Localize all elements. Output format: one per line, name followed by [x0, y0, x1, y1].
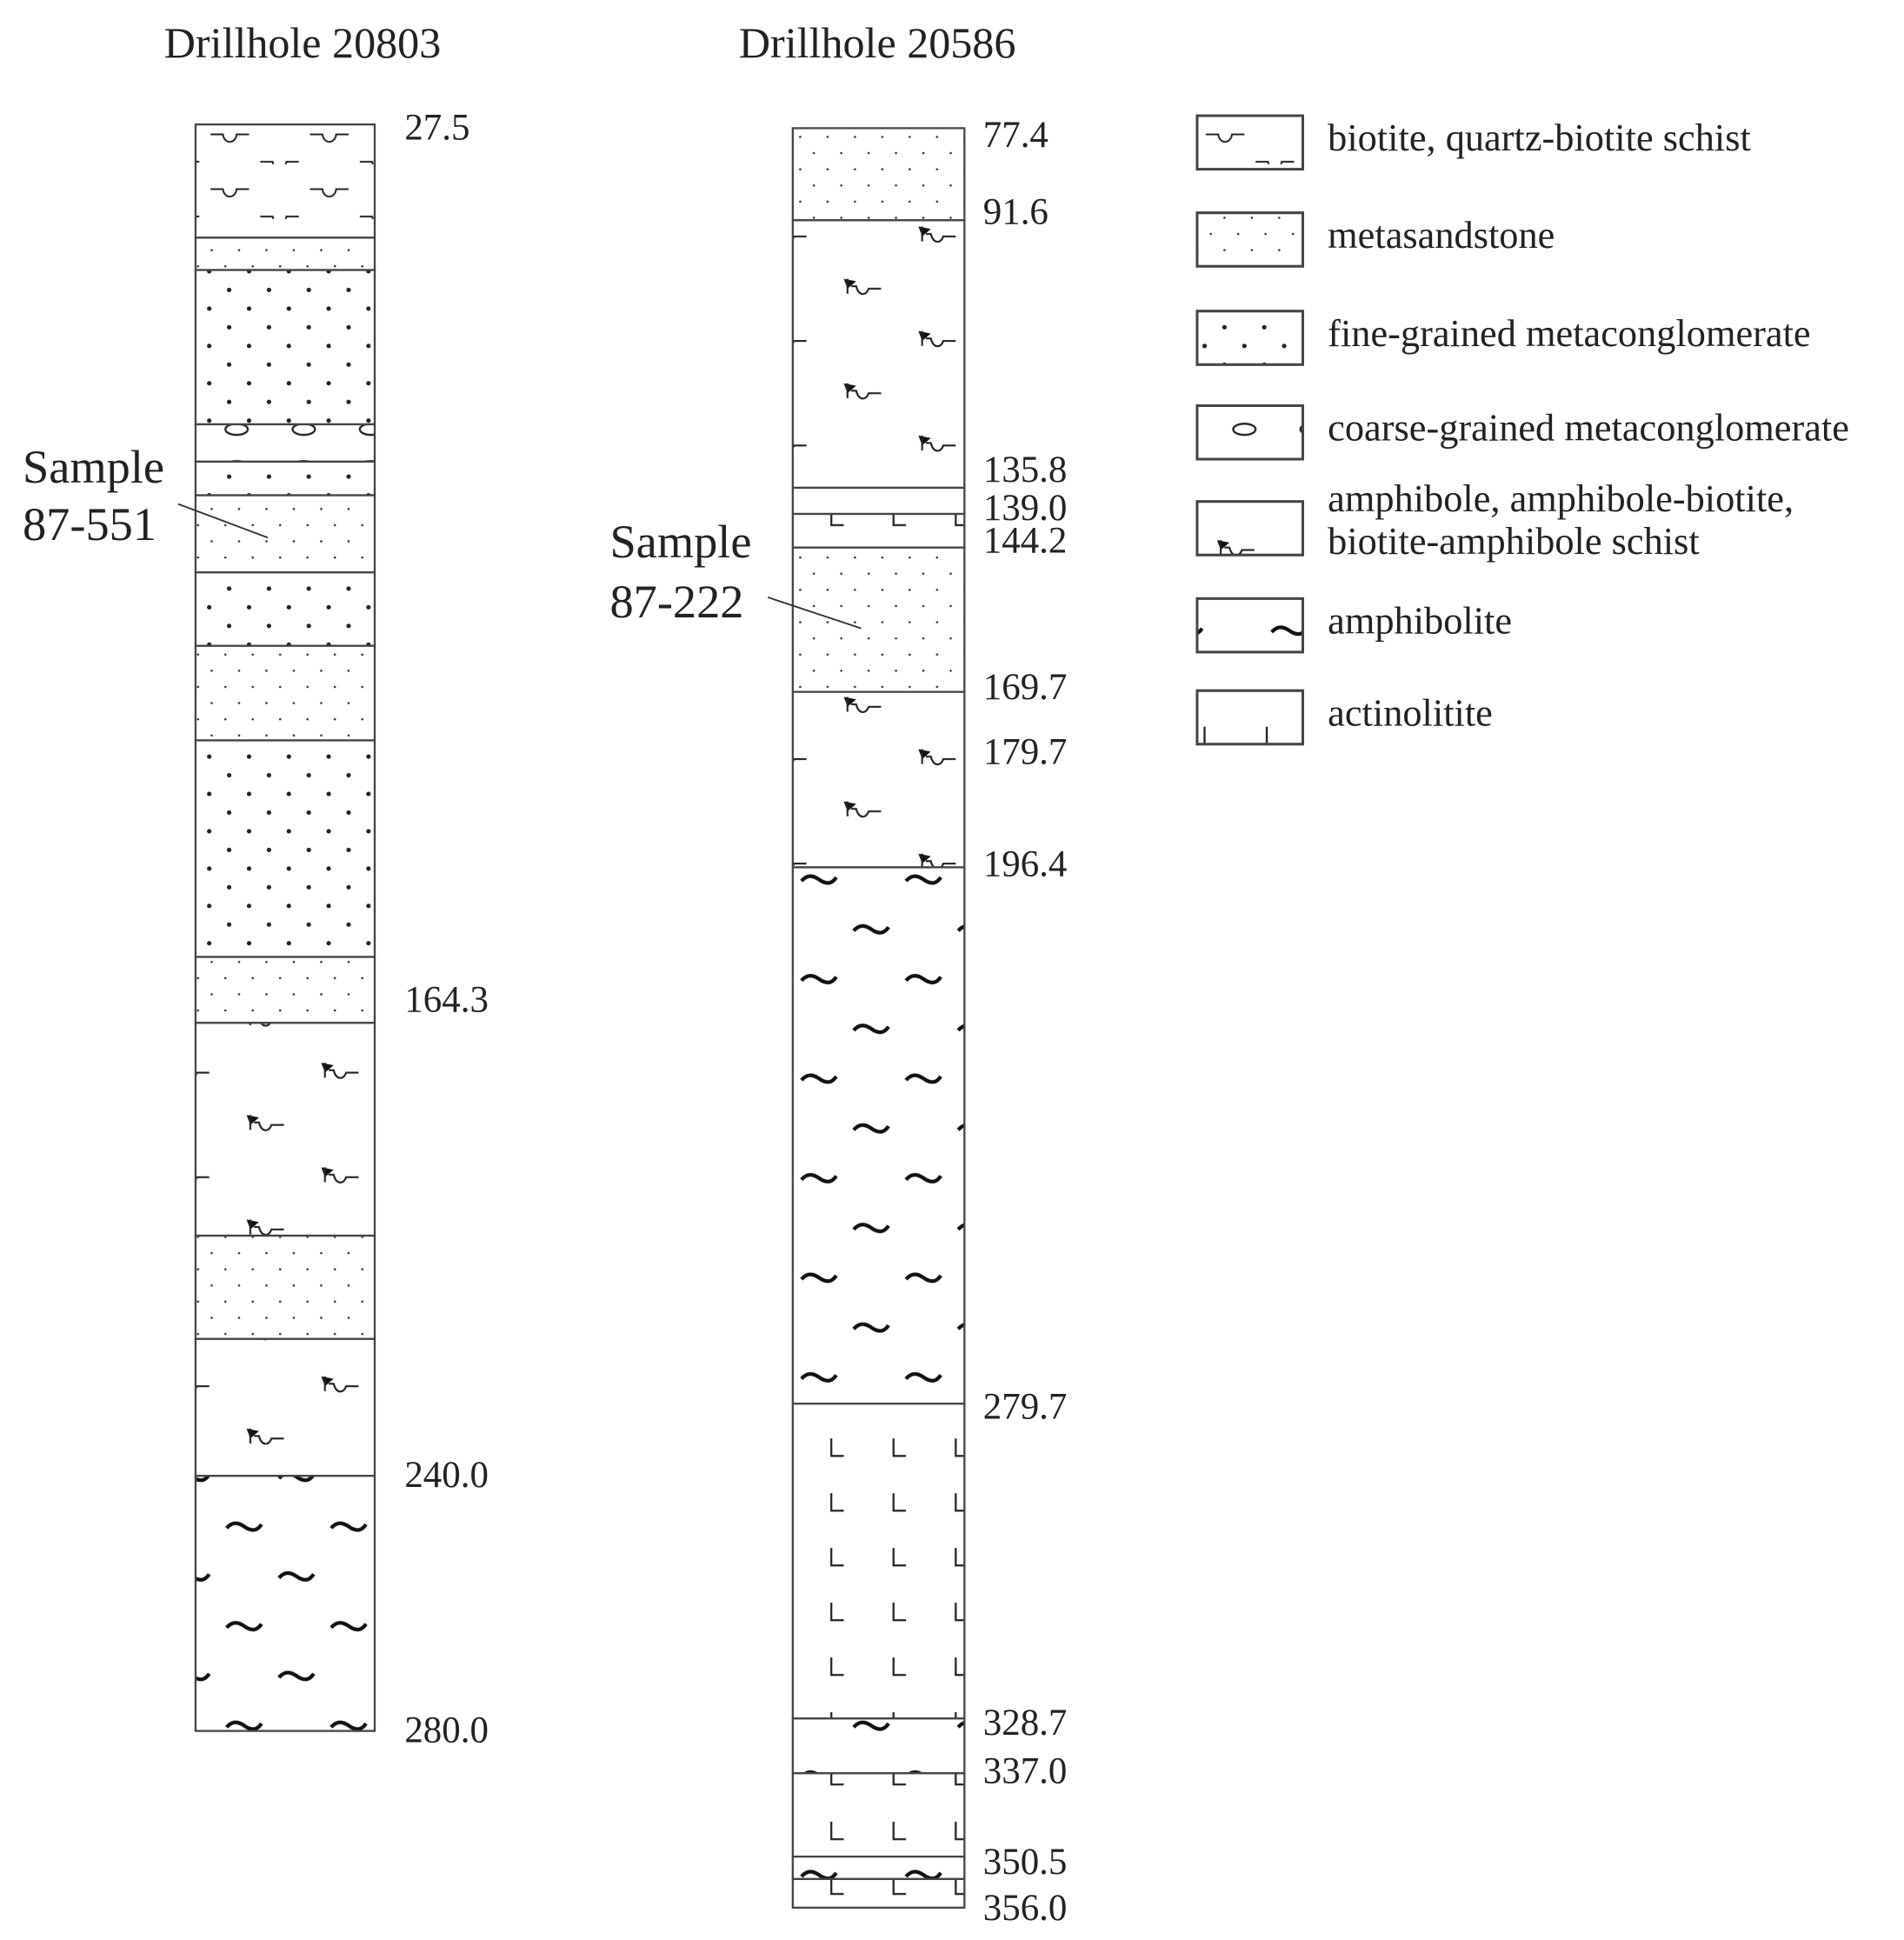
depth-label: 27.5	[404, 107, 470, 149]
legend-label: metasandstone	[1328, 212, 1555, 257]
depth-label: 91.6	[982, 191, 1049, 233]
depth-label: 356.0	[982, 1888, 1068, 1930]
layer-amphibole	[793, 692, 964, 868]
drillhole-title: Drillhole 20586	[738, 17, 1016, 67]
legend-label: biotite-amphibole schist	[1328, 518, 1700, 563]
legend-item-fine	[1197, 311, 1811, 365]
legend-label: actinolitite	[1328, 690, 1493, 735]
layer-metasandstone	[196, 1236, 375, 1339]
legend-swatch-biotite	[1197, 116, 1303, 170]
layer-coarse	[196, 424, 375, 462]
depth-label: 144.2	[982, 520, 1068, 562]
drillhole-log-column	[23, 107, 489, 1750]
legend-swatch-coarse	[1197, 406, 1303, 460]
legend-swatch-metasandstone	[1197, 213, 1303, 267]
depth-label: 350.5	[982, 1842, 1068, 1883]
depth-label: 139.0	[982, 488, 1068, 530]
legend-item-coarse	[1197, 406, 1849, 460]
layer-fine	[196, 572, 375, 645]
layer-fine	[196, 270, 375, 424]
legend-label: fine-grained metaconglomerate	[1328, 310, 1811, 355]
legend-item-amphibole	[1197, 477, 1794, 563]
layer-amphibole	[196, 1339, 375, 1476]
legend-swatch-amphibolite	[1197, 598, 1303, 652]
legend-item-amphibolite	[1197, 598, 1512, 652]
layer-metasandstone	[196, 646, 375, 741]
depth-label: 77.4	[982, 114, 1049, 156]
legend-label: coarse-grained metaconglomerate	[1328, 405, 1849, 450]
legend-label: amphibolite	[1328, 598, 1513, 643]
depth-label: 135.8	[982, 449, 1068, 490]
legend-item-metasandstone	[1197, 213, 1554, 267]
sample-id: 87-551	[23, 498, 157, 551]
layer-amphibolite	[793, 1857, 964, 1879]
sample-label: Sample	[23, 441, 165, 494]
depth-label: 328.7	[982, 1702, 1068, 1743]
depth-label: 280.0	[404, 1710, 489, 1751]
legend-swatch-fine	[1197, 311, 1303, 365]
layer-actinolitite	[793, 1773, 964, 1857]
depth-label: 164.3	[404, 979, 489, 1021]
legend-swatch-amphibole	[1197, 502, 1303, 556]
legend-label: biotite, quartz-biotite schist	[1328, 116, 1751, 160]
legend-item-biotite	[1197, 116, 1752, 170]
layer-actinolitite	[793, 514, 964, 548]
legend-item-actinolitite	[1197, 690, 1493, 744]
layer-metasandstone	[196, 957, 375, 1023]
drillhole-log-column	[609, 115, 1067, 1929]
layer-amphibole	[196, 1023, 375, 1236]
layer-amphibole	[793, 220, 964, 488]
depth-label: 196.4	[982, 843, 1068, 885]
layer-metasandstone	[793, 128, 964, 220]
layer-actinolitite	[793, 1403, 964, 1718]
layer-fine	[196, 740, 375, 957]
layer-metasandstone	[793, 548, 964, 692]
layer-actinolitite	[793, 1879, 964, 1908]
depth-label: 337.0	[982, 1750, 1068, 1792]
sample-label: Sample	[609, 516, 752, 569]
layer-amphibolite	[793, 1718, 964, 1773]
layer-amphibolite	[196, 1476, 375, 1730]
legend-swatch-actinolitite	[1197, 690, 1303, 744]
legend-label: amphibole, amphibole-biotite,	[1328, 477, 1794, 521]
depth-label: 169.7	[982, 667, 1068, 709]
sample-id: 87-222	[609, 575, 744, 628]
depth-label: 240.0	[404, 1455, 489, 1497]
depth-label: 279.7	[982, 1386, 1068, 1428]
layer-metasandstone	[196, 237, 375, 270]
layer-biotite	[196, 124, 375, 237]
drillhole-title: Drillhole 20803	[163, 17, 442, 67]
layer-amphibolite	[793, 867, 964, 1403]
layer-fine	[196, 462, 375, 496]
layer-amphibolite	[793, 488, 964, 514]
layer-metasandstone	[196, 496, 375, 573]
depth-label: 179.7	[982, 731, 1068, 773]
